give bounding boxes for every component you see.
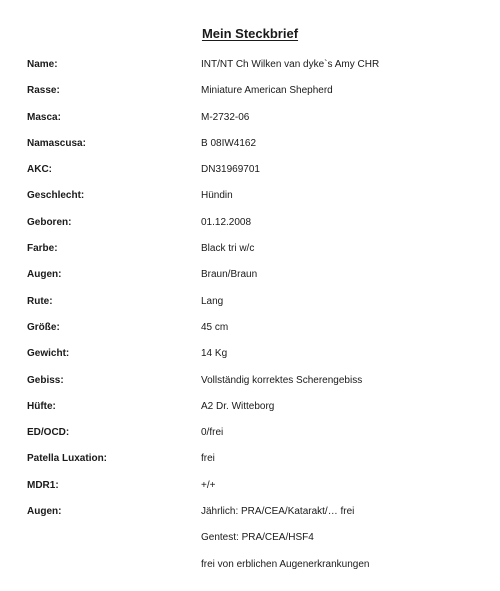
profile-row [27, 183, 487, 209]
page-title-text: Mein Steckbrief [201, 26, 299, 41]
profile-row [27, 552, 487, 578]
profile-row [27, 236, 487, 262]
row-label: Geboren: [27, 216, 72, 228]
profile-row [27, 289, 487, 315]
profile-row [27, 262, 487, 288]
row-label: Namascusa: [27, 137, 86, 149]
row-label: ED/OCD: [27, 427, 70, 439]
row-value: INT/NT Ch Wilken van dyke`s Amy CHR [201, 59, 380, 70]
row-value: 01.12.2008 [201, 216, 252, 228]
profile-row [27, 473, 487, 499]
profile-row [27, 52, 487, 78]
profile-row [27, 525, 487, 551]
row-label: Gebiss: [27, 374, 64, 386]
row-value: B 08IW4162 [201, 137, 257, 149]
row-value: +/+ [201, 479, 216, 491]
profile-row [27, 394, 487, 420]
profile-row [27, 446, 487, 472]
row-value: M-2732-06 [201, 111, 250, 123]
profile-row [27, 341, 487, 367]
profile-row [27, 420, 487, 446]
row-value: 45 cm [201, 321, 229, 333]
row-label: AKC: [27, 164, 52, 176]
profile-row [27, 368, 487, 394]
row-label: Masca: [27, 111, 61, 123]
row-value: A2 Dr. Witteborg [201, 400, 275, 412]
profile-row [27, 131, 487, 157]
row-label: Patella Luxation: [27, 453, 108, 465]
row-value: Lang [201, 295, 224, 307]
row-label: MDR1: [27, 479, 59, 491]
row-label: Augen: [27, 506, 62, 518]
row-value: Braun/Braun [201, 269, 258, 281]
row-value: frei [201, 453, 215, 465]
row-value: 0/frei [201, 427, 224, 439]
row-label: Augen: [27, 269, 62, 281]
page-title [0, 26, 500, 41]
profile-row [27, 499, 487, 525]
row-label: Rasse: [27, 85, 60, 97]
row-label: Hüfte: [27, 400, 56, 412]
profile-row [27, 157, 487, 183]
row-value: Gentest: PRA/CEA/HSF4 [201, 532, 314, 544]
row-value: 14 Kg [201, 348, 228, 360]
profile-row [27, 105, 487, 131]
row-label: Geschlecht: [27, 190, 85, 202]
row-value: Hündin [201, 190, 233, 202]
row-label: Farbe: [27, 243, 58, 255]
profile-row [27, 210, 487, 236]
row-value: Jährlich: PRA/CEA/Katarakt/… frei [201, 506, 355, 518]
row-label: Name: [27, 59, 58, 70]
row-value: frei von erblichen Augenerkrankungen [201, 558, 370, 570]
row-value: Black tri w/c [201, 243, 255, 255]
row-label: Rute: [27, 295, 53, 307]
row-value: Miniature American Shepherd [201, 85, 333, 97]
row-value: DN31969701 [201, 164, 260, 176]
profile-row [27, 78, 487, 104]
profile-row [27, 315, 487, 341]
row-label: Größe: [27, 321, 60, 333]
profile-table [27, 52, 487, 578]
row-value: Vollständig korrektes Scherengebiss [201, 374, 363, 386]
row-label: Gewicht: [27, 348, 70, 360]
